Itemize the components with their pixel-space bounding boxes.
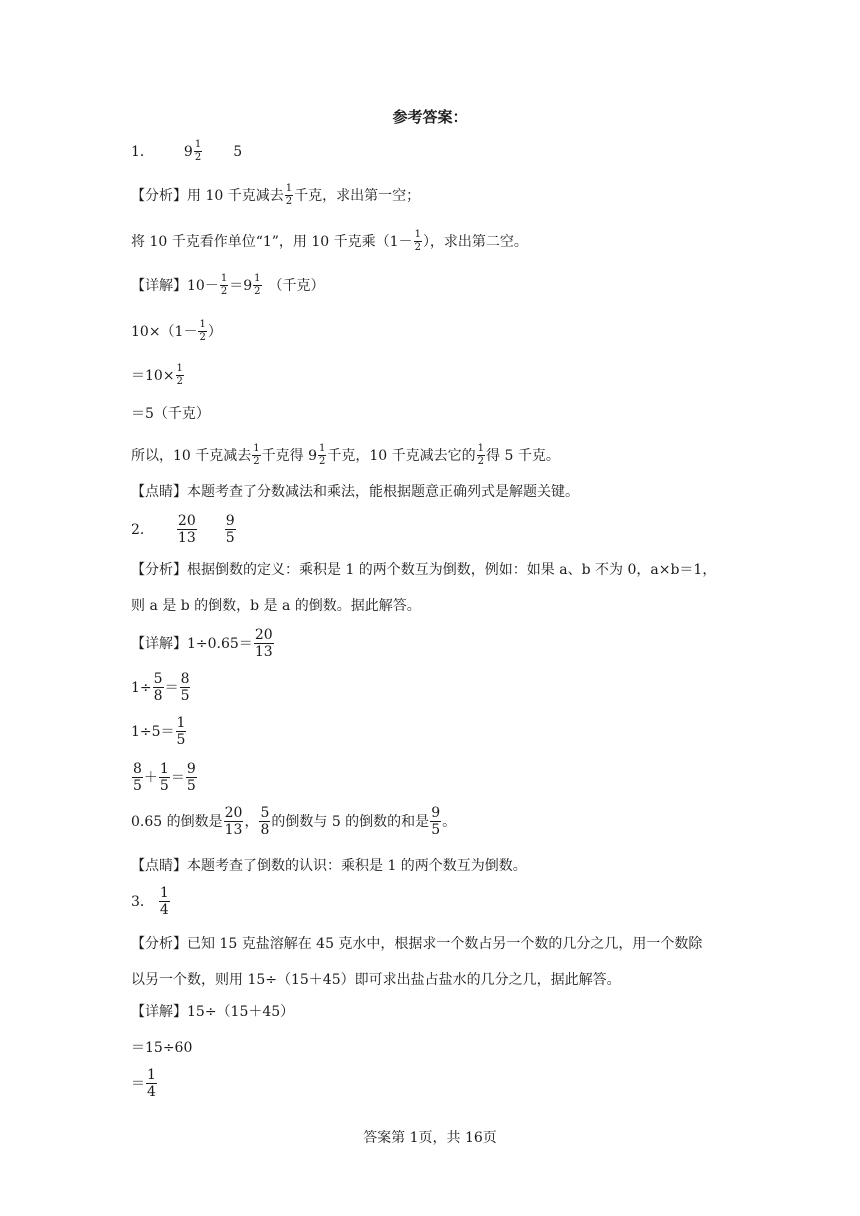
text: 。 <box>442 813 457 830</box>
text: ） <box>207 323 222 340</box>
q1-number: 1． <box>131 143 154 160</box>
fraction: $\frac{1}{5}$ <box>176 715 186 748</box>
q1-summary-line <box>131 444 560 467</box>
fraction: $\frac{9}{5}$ <box>431 805 441 838</box>
fraction: $\frac{1}{2}$ <box>477 443 485 467</box>
q2-summary-line <box>131 806 456 837</box>
text: 【详解】10－ <box>131 277 219 294</box>
fraction: $\frac{5}{8}$ <box>260 805 270 838</box>
q3-detail-line-1: 【详解】15÷（15＋45） <box>131 1004 295 1020</box>
text: 【分析】用 10 千克减去 <box>131 187 284 204</box>
q2-detail-line-2 <box>131 672 191 703</box>
fraction: $\frac{1}{2}$ <box>319 443 326 467</box>
q2-analysis-line-1: 【分析】根据倒数的定义：乘积是 1 的两个数互为倒数，例如：如果 a、b 不为 0，a×b＝1， <box>131 562 717 578</box>
q1-detail-line-4: ＝5（千克） <box>131 406 210 422</box>
fraction: $\frac{1}{2}$ <box>220 273 228 297</box>
q1-analysis-line-2 <box>131 230 528 253</box>
q2-answer-1-fraction: $\frac{20}{13}$ <box>177 513 196 546</box>
q2-analysis-line-2: 则 a 是 b 的倒数，b 是 a 的倒数。据此解答。 <box>131 598 421 614</box>
q3-answer-line <box>131 886 171 917</box>
q1-comment-line: 【点睛】本题考查了分数减法和乘法，能根据题意正确列式是解题关键。 <box>131 484 579 500</box>
text: 【详解】1÷0.65＝ <box>131 635 253 652</box>
text: ＝ <box>164 679 179 696</box>
text: ＝9 <box>229 277 253 294</box>
q3-detail-line-3 <box>131 1068 158 1099</box>
q1-detail-line-1 <box>131 274 325 297</box>
q2-answer-line <box>131 514 237 545</box>
fraction: $\frac{20}{13}$ <box>224 805 243 838</box>
q1-answer-2: 5 <box>233 143 243 160</box>
text: ），求出第二空。 <box>422 233 528 250</box>
q2-number: 2． <box>131 521 154 538</box>
q1-answer-1-fraction: $\frac{1}{2}$ <box>194 139 202 163</box>
fraction: $\frac{1}{2}$ <box>176 363 183 387</box>
q2-detail-line-3 <box>131 716 187 747</box>
fraction: $\frac{8}{5}$ <box>133 761 142 794</box>
fraction: $\frac{8}{5}$ <box>180 671 190 704</box>
q3-analysis-line-1: 【分析】已知 15 克盐溶解在 45 克水中，根据求一个数占另一个数的几分之几，用一个数除 <box>131 936 703 952</box>
text: ， <box>244 813 259 830</box>
fraction: $\frac{1}{2}$ <box>199 319 206 343</box>
q1-answer-line <box>131 140 242 163</box>
q3-analysis-line-2: 以另一个数，则用 15÷（15＋45）即可求出盐占盐水的几分之几，据此解答。 <box>131 972 621 988</box>
text: 的倒数与 5 的倒数的和是 <box>271 813 430 830</box>
q1-answer-1-whole: 9 <box>183 143 193 160</box>
text: 千克得 9 <box>261 447 317 464</box>
q3-number: 3． <box>131 893 154 910</box>
q2-detail-line-1 <box>131 628 275 659</box>
q3-answer-fraction: $\frac{1}{4}$ <box>159 885 169 918</box>
text: ＝10× <box>131 367 175 384</box>
fraction: $\frac{9}{5}$ <box>186 761 196 794</box>
q1-detail-line-2 <box>131 320 222 343</box>
text: 1÷5＝ <box>131 723 175 740</box>
fraction: $\frac{1}{2}$ <box>285 183 293 207</box>
text: 0.65 的倒数是 <box>131 813 223 830</box>
q1-analysis-line-1 <box>131 184 420 207</box>
q1-detail-line-3 <box>131 364 185 387</box>
text: 10×（1－ <box>131 323 198 340</box>
fraction: $\frac{1}{2}$ <box>254 273 261 297</box>
q2-detail-line-4 <box>131 762 198 793</box>
page-footer: 答案第 1页，共 16页 <box>363 1130 497 1146</box>
q2-answer-2-fraction: $\frac{9}{5}$ <box>225 513 235 546</box>
fraction: $\frac{1}{2}$ <box>414 229 421 253</box>
fraction: $\frac{1}{4}$ <box>147 1067 156 1100</box>
text: 将 10 千克看作单位“1”，用 10 千克乘（1－ <box>131 233 413 250</box>
fraction: $\frac{1}{2}$ <box>253 443 260 467</box>
q2-comment-line: 【点睛】本题考查了倒数的认识：乘积是 1 的两个数互为倒数。 <box>131 858 527 874</box>
fraction: $\frac{5}{8}$ <box>153 671 163 704</box>
q3-detail-line-2: ＝15÷60 <box>131 1040 193 1056</box>
text: 所以，10 千克减去 <box>131 447 252 464</box>
fraction: $\frac{20}{13}$ <box>254 627 273 660</box>
text: 千克，求出第一空； <box>294 187 421 204</box>
text: 得 5 千克。 <box>486 447 560 464</box>
text: 千克，10 千克减去它的 <box>327 447 476 464</box>
text: 1÷ <box>131 679 152 696</box>
text: （千克） <box>268 277 325 294</box>
fraction: $\frac{1}{5}$ <box>159 761 169 794</box>
text: ＋ <box>143 769 158 786</box>
page-title: 参考答案： <box>392 108 468 126</box>
text: ＝ <box>170 769 185 786</box>
text: ＝ <box>131 1075 145 1092</box>
